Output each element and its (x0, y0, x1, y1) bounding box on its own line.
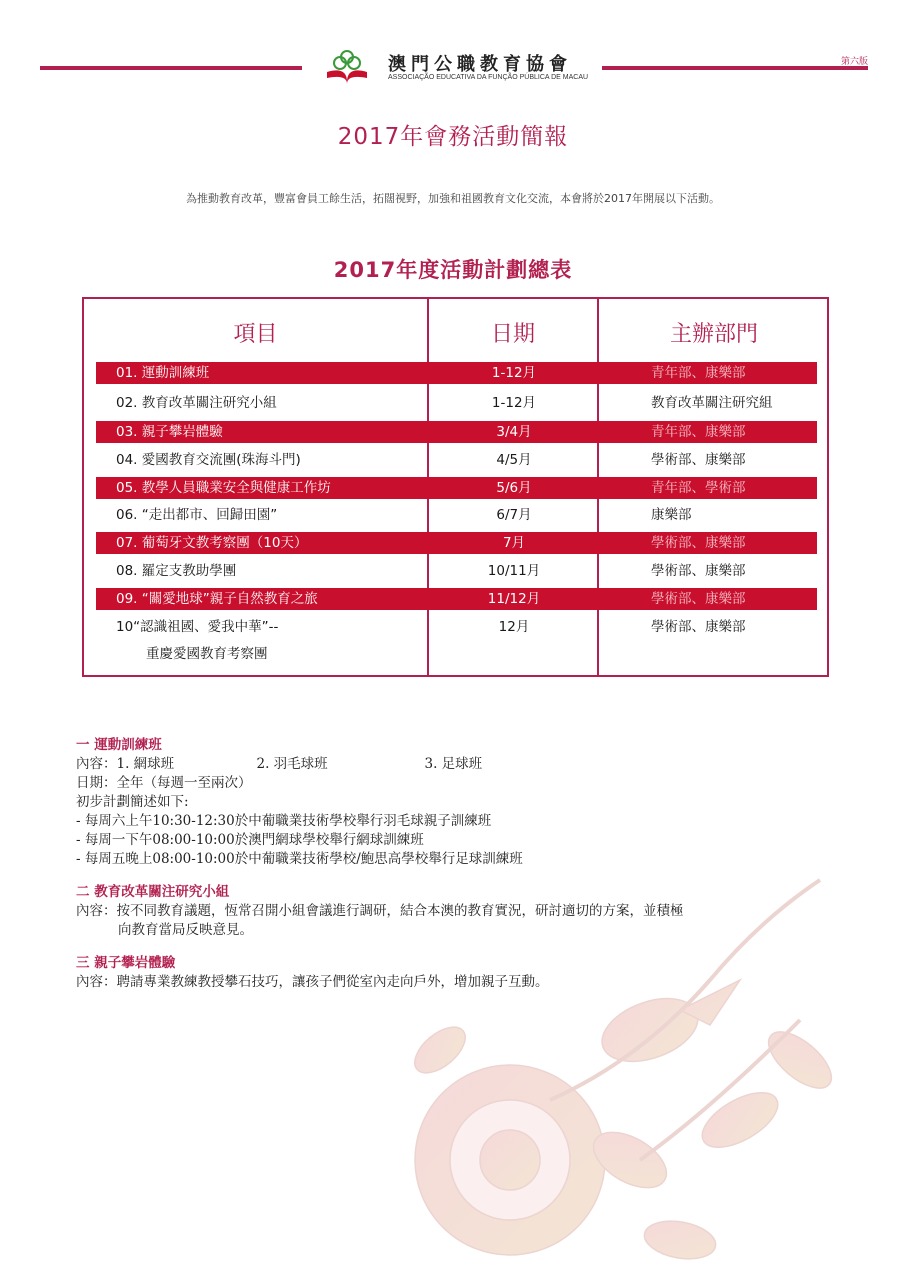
organizing-dept: 學術部、康樂部 (651, 619, 746, 635)
activity-name: 07. 葡萄牙文教考察團（10天） (116, 535, 308, 551)
page-number: 第六版 (840, 57, 868, 67)
content-text: 向教育當局反映意見。 (118, 922, 253, 938)
activity-date: 12月 (498, 619, 530, 635)
organizing-dept: 學術部、康樂部 (651, 591, 746, 607)
activity-name: 05. 教學人員職業安全與健康工作坊 (116, 480, 331, 496)
header-item: 項目 (233, 322, 278, 347)
organizing-dept: 學術部、康樂部 (651, 563, 746, 579)
content-label: 內容： (76, 756, 117, 772)
content-item: 3. 足球班 (424, 756, 483, 772)
activity-name: 10“認識祖國、愛我中華”-- (116, 619, 279, 635)
activity-date: 1-12月 (491, 395, 537, 411)
section-heading: 一 運動訓練班 (76, 737, 162, 753)
content-item: 2. 羽毛球班 (256, 756, 328, 772)
table-row (96, 532, 817, 554)
organizing-dept: 康樂部 (651, 507, 692, 523)
section-heading: 三 親子攀岩體驗 (76, 955, 176, 971)
intro-text: 為推動教育改革，豐富會員工餘生活，拓闊視野，加強和祖國教育文化交流，本會將於2017年開展以下活動。 (186, 192, 720, 205)
content-text: 聘請專業教練教授攀石技巧，讓孩子們從室內走向戶外，增加親子互動。 (116, 974, 549, 990)
activity-name: 04. 愛國教育交流團(珠海斗門) (116, 452, 301, 468)
organizing-dept: 青年部、學術部 (651, 480, 746, 496)
organizing-dept: 教育改革關注研究組 (651, 395, 773, 411)
header-dept: 主辦部門 (669, 322, 758, 347)
activity-name-line2: 重慶愛國教育考察團 (146, 646, 268, 662)
table-row (96, 362, 817, 384)
activity-name: 06. “走出都市、回歸田園” (116, 507, 278, 523)
activity-date: 1-12月 (491, 365, 537, 381)
content-item: 1. 網球班 (116, 756, 175, 772)
organizing-dept: 學術部、康樂部 (651, 452, 746, 468)
activity-date: 6/7月 (496, 507, 532, 523)
activity-name: 08. 羅定支教助學團 (116, 563, 237, 579)
org-name-cn: 澳門公職教育協會 (388, 54, 572, 75)
plan-item: - 每周五晚上08:00-10:00於中葡職業技術學校/鮑思高學校舉行足球訓練班 (76, 851, 523, 867)
table-row (96, 449, 817, 471)
table-row (96, 616, 817, 662)
activity-date: 4/5月 (496, 452, 532, 468)
plan-item: - 每周六上午10:30-12:30於中葡職業技術學校舉行羽毛球親子訓練班 (76, 813, 492, 829)
content-label: 內容： (76, 903, 117, 919)
book-logo-icon (322, 48, 372, 86)
plan-intro: 初步計劃簡述如下: (76, 794, 189, 810)
section-heading: 二 教育改革關注研究小組 (76, 884, 230, 900)
content-text: 按不同教育議題，恆常召開小組會議進行調研，結合本澳的教育實況，研討適切的方案，並積極 (116, 903, 684, 919)
table-row (96, 560, 817, 582)
activity-date: 3/4月 (496, 424, 532, 440)
activity-name: 09. “關愛地球”親子自然教育之旅 (116, 591, 318, 607)
organizing-dept: 青年部、康樂部 (651, 424, 746, 440)
date-line: 日期：全年（每週一至兩次） (76, 775, 252, 791)
content-label: 內容： (76, 974, 117, 990)
section-1 (76, 736, 856, 869)
activity-name: 03. 親子攀岩體驗 (116, 424, 223, 440)
header-rule-right (602, 66, 868, 70)
page-title: 2017年會務活動簡報 (337, 124, 569, 150)
plan-item: - 每周一下午08:00-10:00於澳門網球學校舉行網球訓練班 (76, 832, 424, 848)
flower-decoration-icon (380, 860, 906, 1280)
activity-name: 02. 教育改革關注研究小組 (116, 395, 277, 411)
activity-table (82, 297, 829, 677)
activity-date: 11/12月 (487, 591, 541, 607)
table-row (96, 588, 817, 610)
org-logo (322, 48, 594, 88)
organizing-dept: 青年部、康樂部 (651, 365, 746, 381)
activity-date: 5/6月 (496, 480, 532, 496)
activity-date: 10/11月 (487, 563, 541, 579)
table-row (96, 504, 817, 526)
table-row (96, 392, 817, 414)
table-title: 2017年度活動計劃總表 (333, 258, 573, 282)
content-line (76, 755, 856, 774)
header-date: 日期 (490, 322, 535, 347)
activity-name: 01. 運動訓練班 (116, 365, 210, 381)
org-name-pt: ASSOCIAÇÃO EDUCATIVA DA FUNÇÃO PÚBLICA DE MACAU (388, 74, 589, 81)
header-rule-left (40, 66, 302, 70)
table-row (96, 421, 817, 443)
activity-date: 7月 (502, 535, 526, 551)
table-row (96, 477, 817, 499)
organizing-dept: 學術部、康樂部 (651, 535, 746, 551)
